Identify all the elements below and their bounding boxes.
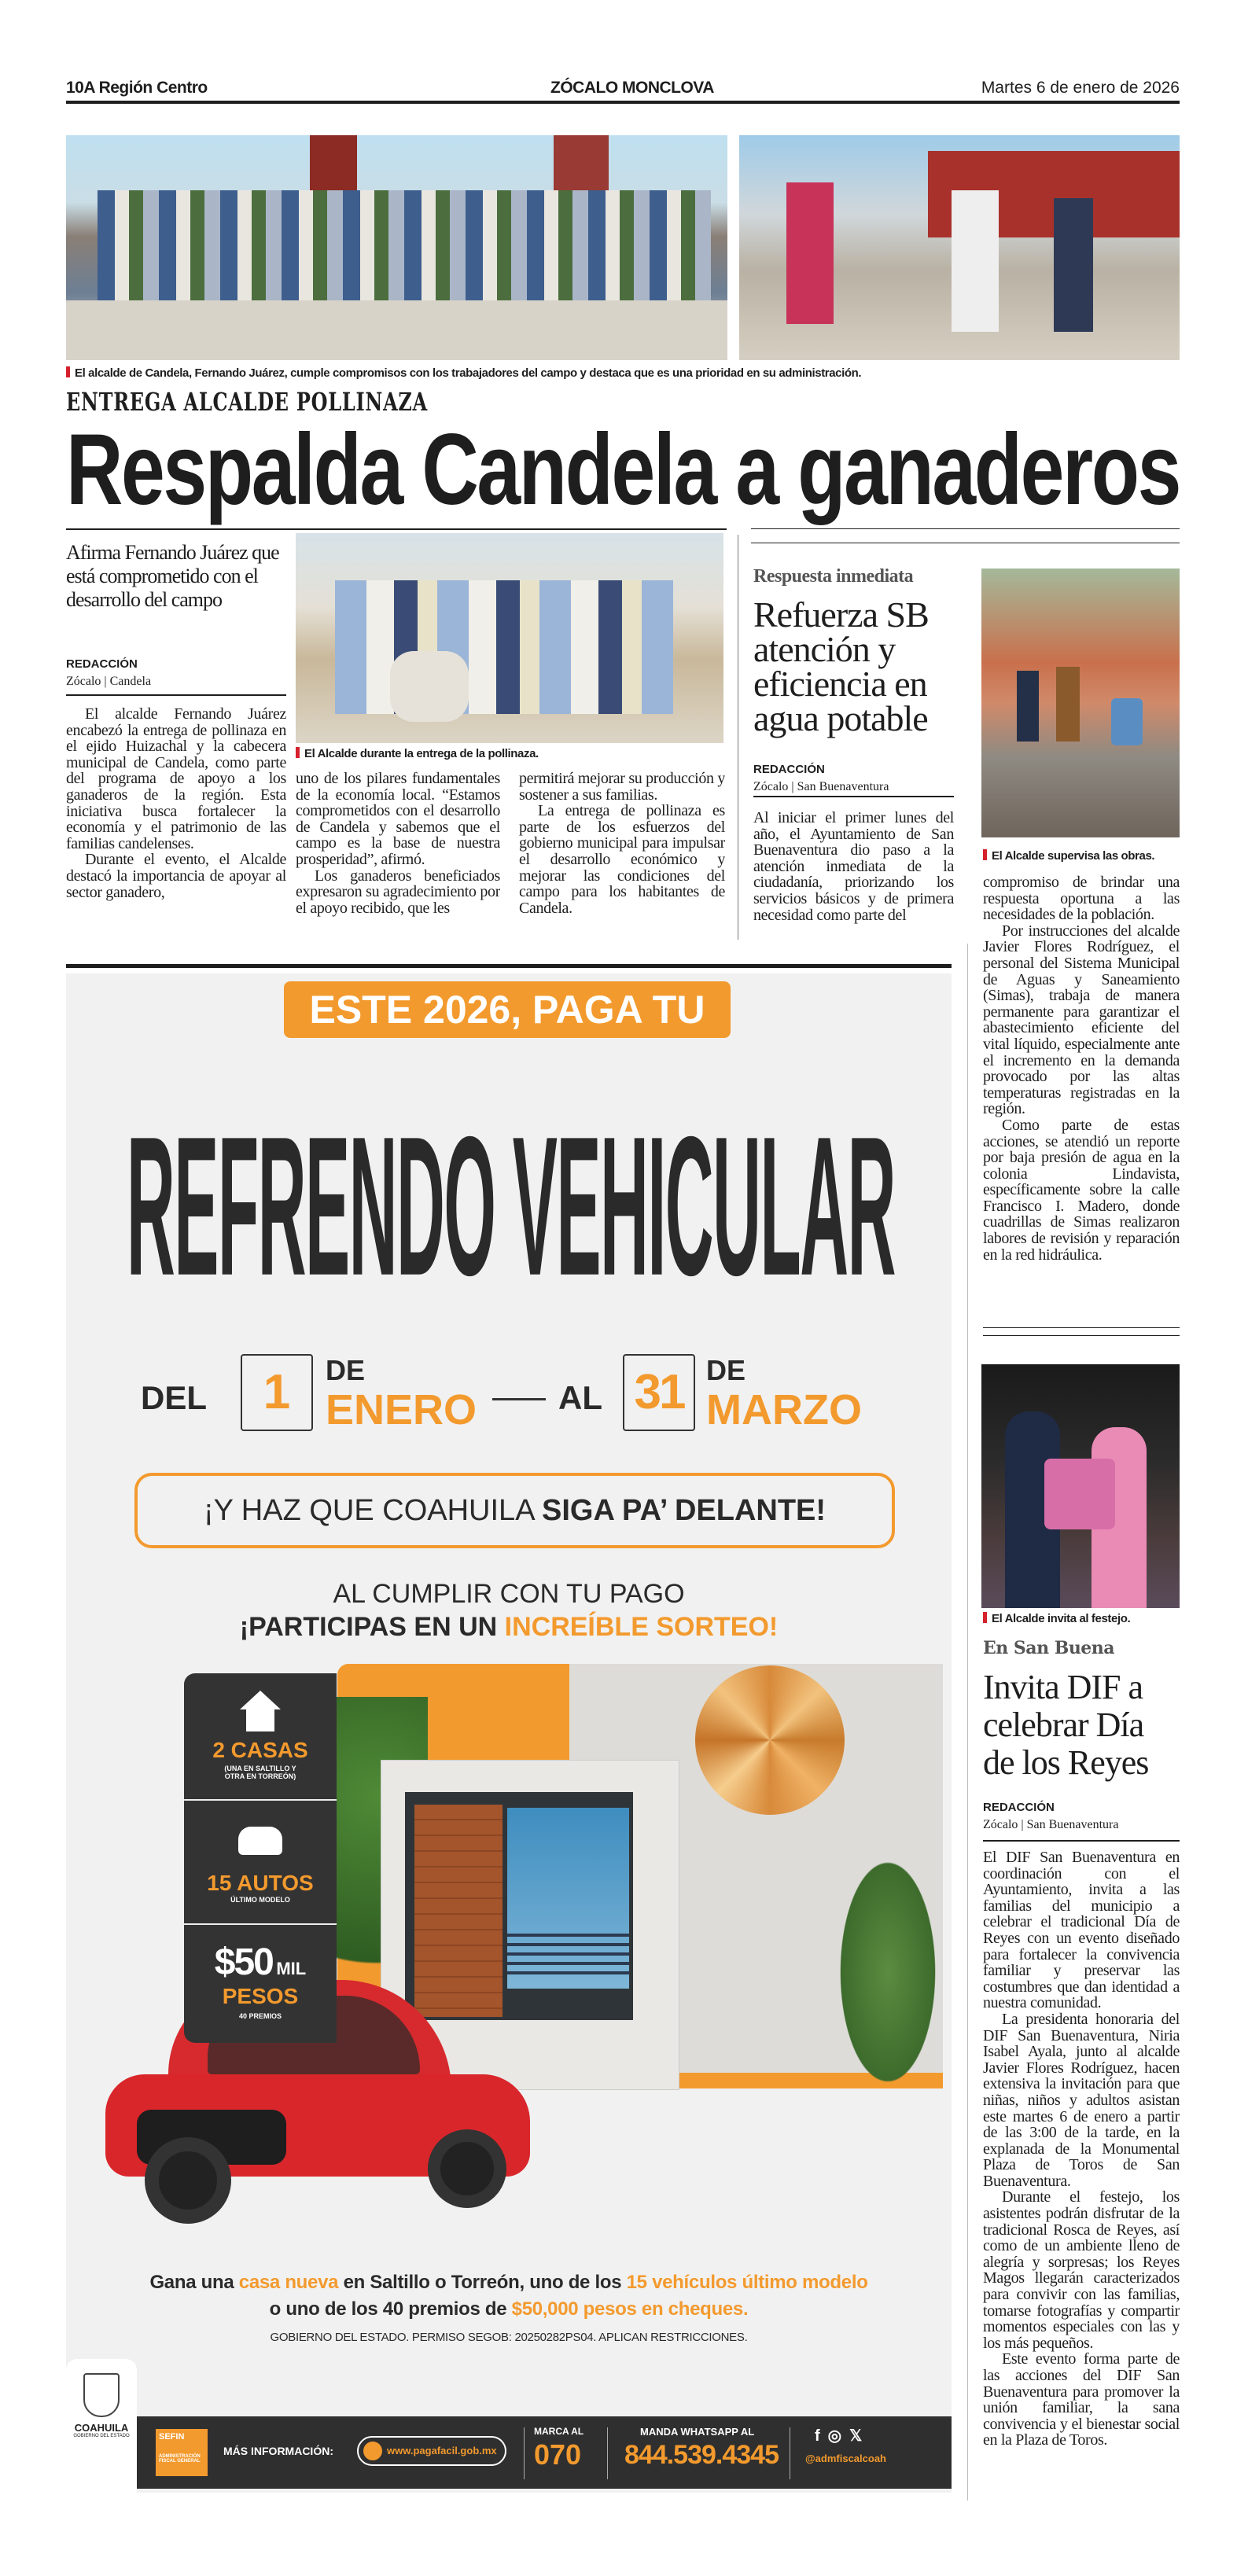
date-dash <box>492 1398 546 1400</box>
byline-rule <box>753 796 954 797</box>
story3-photo-caption: El Alcalde invita al festejo. <box>983 1612 1130 1625</box>
coat-of-arms-icon <box>83 2373 120 2417</box>
paragraph: Al iniciar el primer lunes del año, el Ayuntamiento de San Buenaventura dio paso a la atención inmediata de la ciudadanía, priorizando los servicios básicos y de primera necesidad como parte del <box>753 810 954 924</box>
story3-kicker: En San Buena <box>983 1638 1115 1658</box>
story1-kicker: ENTREGA ALCALDE POLLINAZA <box>66 387 428 417</box>
start-month: ENERO <box>326 1386 477 1433</box>
slogan-light: ¡Y HAZ QUE COAHUILA <box>203 1494 542 1527</box>
text: Gana una <box>149 2272 239 2293</box>
prize-sub: 40 PREMIOS <box>238 2012 282 2020</box>
globe-icon <box>363 2442 382 2460</box>
paragraph: Durante el festejo, los asistentes podrán disfrutar de la tradicional Rosca de Reyes, así como de un ambiente lleno de alegría y sorpresas; los Reyes Magos llegarán caracterizados para convivir con las familias, tomarse fotografías y compartir momentos especiales con las y los más pequeños. <box>983 2188 1180 2352</box>
text: $50,000 pesos en cheques. <box>511 2298 749 2320</box>
ad-title: REFRENDO VEHICULAR <box>127 1095 895 1317</box>
al-label: AL <box>558 1379 602 1416</box>
slogan-bold: SIGA PA’ DELANTE! <box>542 1494 826 1527</box>
story2-photo-caption: El Alcalde supervisa las obras. <box>983 849 1154 863</box>
paragraph: Como parte de estas acciones, se atendió un reporte por baja presión de agua en la colonia Lindavista, específicamente sobre la calle Francisco I. Madero, donde cuadrillas de Simas realizaron labores de revisión y reparación en la red hidráulica. <box>983 1116 1180 1264</box>
story3-rule-top <box>983 1327 1180 1328</box>
divider <box>184 1923 337 1925</box>
photo-dif-invite <box>981 1364 1180 1608</box>
ad-footer-bar <box>137 2416 952 2489</box>
text: 15 vehículos último modelo <box>626 2272 868 2293</box>
story1-photo-caption: El Alcalde durante la entrega de la pollinaza. <box>296 747 539 760</box>
paragraph: El DIF San Buenaventura en coordinación con el Ayuntamiento, invita a las familias del municipio a celebrar el tradicional Día de Reyes con un evento diseñado para fortalecer la convivencia familiar y preservar las costumbres que dan identidad a nuestra comunidad. <box>983 1849 1180 2012</box>
paragraph: uno de los pilares fundamentales de la economía local. “Estamos comprometidos con el desarrollo de Candela y sabemos que el campo es la base de nuestra prosperidad”, afirmó. <box>296 771 500 868</box>
tree-right <box>837 1854 939 2090</box>
social-icons <box>815 2426 870 2445</box>
story1-column-3 <box>519 771 725 942</box>
cash-amount: $50 <box>214 1941 273 1983</box>
photo-ranchers-group <box>66 135 727 360</box>
ad-line1: AL CUMPLIR CON TU PAGO <box>333 1579 685 1609</box>
photo-water-works <box>981 569 1180 837</box>
line2-b: INCREÍBLE SORTEO! <box>504 1612 779 1642</box>
ad-slogan-pill <box>134 1473 895 1548</box>
column-divider <box>967 944 968 2501</box>
sefin-label: SEFIN <box>159 2432 185 2442</box>
start-day: 1 <box>241 1354 313 1431</box>
paragraph: permitirá mejorar su producción y sostener a sus familias. <box>519 771 725 804</box>
paragraph: Durante el evento, el Alcalde destacó la importancia de apoyar al sector ganadero, <box>66 851 286 901</box>
paragraph: La entrega de pollinaza es parte de los esfuerzos del gobierno municipal para impulsar el desarrollo económico y mejorar las condiciones del campo para los habitantes de Candela. <box>519 802 725 917</box>
paragraph: Los ganaderos beneficiados expresaron su agradecimiento por el apoyo recibido, que les <box>296 867 500 917</box>
paragraph: compromiso de brindar una respuesta oportuna a las necesidades de la población. <box>983 874 1180 924</box>
x-icon[interactable]: 𝕏 <box>849 2427 871 2445</box>
ad-legal: GOBIERNO DEL ESTADO. PERMISO SEGOB: 20250282PS04. APLICAN RESTRICCIONES. <box>270 2331 748 2344</box>
story1-location: Zócalo | Candela <box>66 675 152 688</box>
line2-a: ¡PARTICIPAS EN UN <box>239 1612 505 1642</box>
byline-rule <box>66 694 286 696</box>
story1-deck: Afirma Fernando Juárez que está comprometido con el desarrollo del campo <box>66 541 279 611</box>
story1-column-2 <box>296 771 500 942</box>
whatsapp-number[interactable]: 844.539.4345 <box>624 2440 779 2470</box>
story3-byline: REDACCIÓN <box>983 1801 1055 1814</box>
story2-rule-top <box>751 528 1180 529</box>
paragraph: La presidenta honoraria del DIF San Buenaventura, Niria Isabel Ayala, junto al alcalde Javier Flores Rodríguez, hacen extensiva la invitación para que niñas, niños y adultos asistan este martes 6 de enero a partir de las 3:00 de la tarde, en la explanada de la Monumental Plaza de Toros de San Buenaventura. <box>983 2010 1180 2190</box>
end-month: MARZO <box>706 1386 862 1433</box>
prize-cars <box>184 1803 337 1921</box>
divider <box>607 2427 608 2479</box>
divider <box>184 1799 337 1801</box>
cash-unit: MIL <box>276 1959 307 1978</box>
car-icon <box>238 1827 282 1855</box>
refrendo-advertisement[interactable] <box>66 973 952 2493</box>
more-info-label: MÁS INFORMACIÓN: <box>223 2445 333 2457</box>
paragraph: El alcalde Fernando Juárez encabezó la entrega de pollinaza en el ejido Huizachal y la cabecera municipal de Candela, como parte del programa de apoyo a los ganaderos de la región. Esta iniciativa busca fortalecer la economía y el patrimonio de las familias candelenses. <box>66 706 286 852</box>
prize-title: 15 AUTOS <box>207 1871 314 1895</box>
instagram-icon[interactable]: ◎ <box>827 2427 850 2445</box>
ad-top-rule <box>66 964 952 968</box>
top-photo-caption: El alcalde de Candela, Fernando Juárez, cumple compromisos con los trabajadores del campo y destaca que es una prioridad en su administración. <box>66 366 861 380</box>
story3-rule-top-2 <box>983 1335 1180 1336</box>
whatsapp-label: MANDA WHATSAPP AL <box>640 2426 755 2438</box>
newspaper-name: ZÓCALO MONCLOVA <box>550 79 714 97</box>
byline-rule <box>983 1840 1180 1842</box>
story2-column-2 <box>983 874 1180 1303</box>
story1-headline: Respalda Candela a ganaderos <box>66 414 1180 526</box>
prize-title: PESOS <box>222 1984 299 2008</box>
photo-delivery <box>739 135 1180 360</box>
facebook-icon[interactable]: f <box>815 2427 828 2445</box>
story2-byline: REDACCIÓN <box>753 763 825 776</box>
call-number[interactable]: 070 <box>534 2438 582 2471</box>
story3-headline: Invita DIF a celebrar Día de los Reyes <box>983 1668 1149 1782</box>
photo-pollinaza <box>296 533 723 743</box>
social-handle[interactable]: @admfiscalcoah <box>805 2453 886 2464</box>
text: en Saltillo o Torreón, uno de los <box>338 2272 627 2293</box>
sefin-logo <box>156 2429 208 2476</box>
prize-panel <box>184 1673 337 2043</box>
story1-rule <box>66 528 727 530</box>
website-url: www.pagafacil.gob.mx <box>387 2445 497 2456</box>
prize-cash <box>184 1926 337 2043</box>
house-icon <box>240 1691 281 1709</box>
story2-location: Zócalo | San Buenaventura <box>753 780 889 793</box>
header-rule <box>66 101 1180 104</box>
call-label: MARCA AL <box>534 2426 584 2437</box>
house-icon-body <box>246 1709 274 1731</box>
story2-kicker: Respuesta inmediata <box>753 566 914 587</box>
story1-byline: REDACCIÓN <box>66 657 138 671</box>
story3-location: Zócalo | San Buenaventura <box>983 1818 1119 1831</box>
coahuila-sub: GOBIERNO DEL ESTADO <box>73 2434 130 2438</box>
prize-sub: (UNA EN SALTILLO Y OTRA EN TORREÓN) <box>224 1765 296 1780</box>
ad-date-range <box>90 1354 928 1433</box>
section-label: 10A Región Centro <box>66 79 208 97</box>
website-link[interactable] <box>357 2436 506 2466</box>
ad-line2 <box>66 1612 952 1643</box>
text: casa nueva <box>238 2272 339 2293</box>
text: o uno de los 40 premios de <box>269 2298 512 2320</box>
del-label: DEL <box>141 1379 207 1416</box>
divider <box>524 2427 525 2479</box>
ad-prize-text <box>145 2269 873 2323</box>
ad-top-pill: ESTE 2026, PAGA TU <box>284 981 731 1038</box>
story2-headline: Refuerza SB atención y eficiencia en agua potable <box>753 594 929 738</box>
paragraph: Por instrucciones del alcalde Javier Flores Rodríguez, el personal del Sistema Municipal de Aguas y Saneamiento (Simas), trabaja de manera permanente para garantizar el abastecimiento eficiente del vital líquido, especialmente ante el incremento en la demanda provocado por las altas temperaturas registradas en la región. <box>983 922 1180 1118</box>
prize-houses <box>184 1673 337 1799</box>
story2-column-1 <box>753 810 954 940</box>
coahuila-label: COAHUILA <box>74 2422 129 2434</box>
story3-body <box>983 1849 1180 2502</box>
paragraph: Este evento forma parte de las acciones del DIF San Buenaventura para promover la unión familiar, la sana convivencia y el bienestar social en la Plaza de Toros. <box>983 2350 1180 2449</box>
de-label: DE <box>326 1354 366 1386</box>
de-label: DE <box>706 1354 746 1386</box>
prize-title: 2 CASAS <box>212 1738 308 1762</box>
end-day: 31 <box>623 1354 695 1431</box>
gift-bow-icon <box>695 1665 845 1815</box>
story1-column-1 <box>66 706 286 942</box>
coahuila-logo <box>66 2359 137 2493</box>
issue-date: Martes 6 de enero de 2026 <box>981 79 1180 97</box>
prize-sub: ÚLTIMO MODELO <box>230 1896 290 1904</box>
sefin-sub: ADMINISTRACIÓN FISCAL GENERAL <box>159 2454 201 2464</box>
